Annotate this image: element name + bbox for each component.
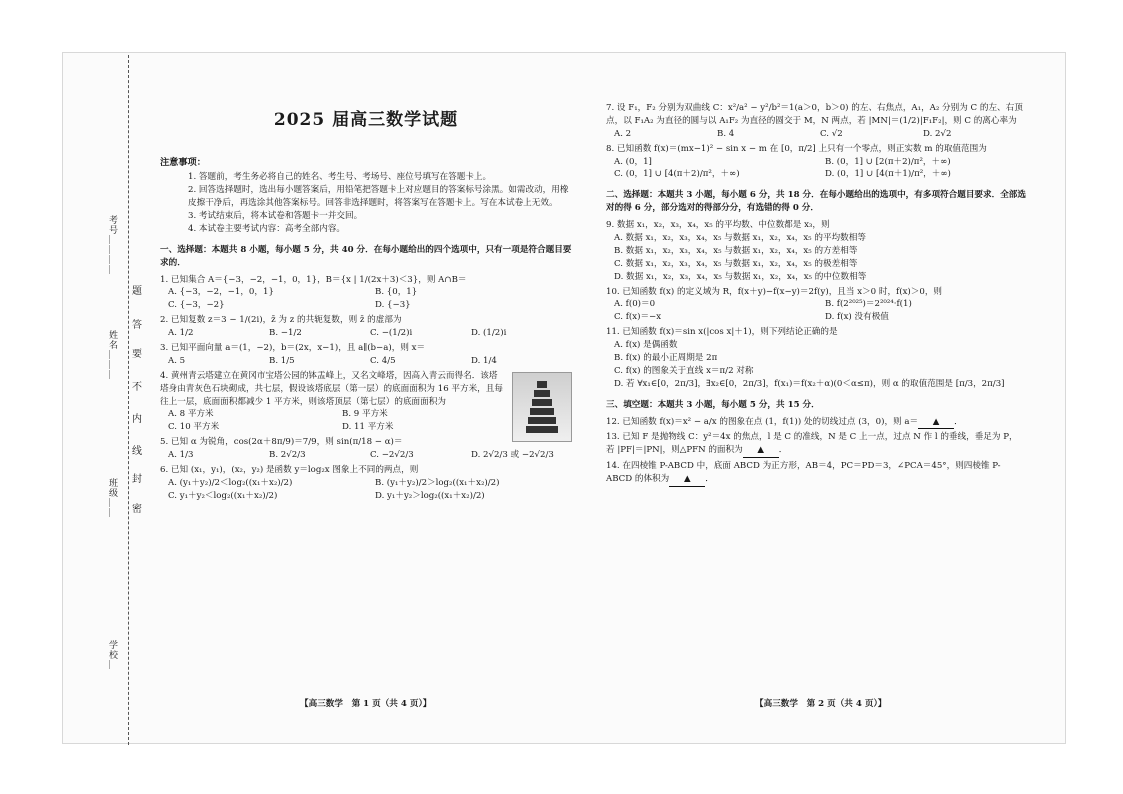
option: C. −2√2/3 bbox=[370, 450, 414, 461]
question-10 bbox=[606, 286, 1026, 325]
option: D. 2√2 bbox=[923, 128, 952, 139]
question-2 bbox=[160, 314, 572, 340]
seal-char: 要 bbox=[132, 349, 142, 360]
exam-title: 2025 届高三数学试题 bbox=[273, 110, 459, 130]
seal-char: 封 bbox=[132, 474, 142, 485]
option: A. 数据 x₁，x₂，x₃，x₄，x₅ 与数据 x₁，x₂，x₄，x₅ 的平均数相等 bbox=[614, 233, 866, 244]
answer-blank: ▲ bbox=[918, 416, 954, 430]
question-stem: 14. 在四棱锥 P-ABCD 中，底面 ABCD 为正方形，AB＝4，PC＝PD＝3，∠PCA＝45°，则四棱锥 P-ABCD 的体积为 bbox=[606, 461, 1001, 485]
question-12 bbox=[606, 416, 1026, 430]
question-stem: 1. 已知集合 A＝{−3，−2，−1，0，1}，B＝{x | 1/(2x＋3)＜3}，则 A∩B＝ bbox=[160, 274, 467, 285]
option: C. (0，1] ∪ [4(π＋2)/π²，＋∞) bbox=[614, 169, 740, 180]
page-2 bbox=[606, 100, 1026, 489]
question-stem: 13. 已知 F 是抛物线 C：y²＝4x 的焦点，l 是 C 的准线，N 是 C 上一点，过点 N 作 l 的垂线，垂足为 P，若 |PF|＝|PN|，则△PFN 的面积为 bbox=[606, 432, 1018, 456]
option: D. 11 平方米 bbox=[342, 422, 394, 433]
page-footer-1: 【高三数学 第 1 页（共 4 页）】 bbox=[300, 699, 432, 709]
option: C. f(x) 的图象关于直线 x＝π/2 对称 bbox=[614, 365, 754, 376]
question-stem: 12. 已知函数 f(x)＝x² − a/x 的图象在点 (1，f(1)) 处的切线过点 (3，0)，则 a＝ bbox=[606, 416, 919, 427]
option: D. 数据 x₁，x₂，x₃，x₄，x₅ 与数据 x₁，x₂，x₄，x₅ 的中位数相等 bbox=[614, 271, 867, 282]
option: A. (y₁＋y₂)/2＜log₂((x₁＋x₂)/2) bbox=[168, 477, 293, 488]
question-stem: 6. 已知 (x₁，y₁)，(x₂，y₂) 是函数 y＝log₂x 图象上不同的两点，则 bbox=[160, 465, 419, 475]
question-tail: ． bbox=[954, 416, 963, 427]
option: B. (y₁＋y₂)/2＞log₂((x₁＋x₂)/2) bbox=[375, 477, 500, 488]
option: A. 1/3 bbox=[168, 450, 194, 461]
section-heading: 三、填空题：本题共 3 小题，每小题 5 分，共 15 分． bbox=[606, 399, 820, 410]
note-item: 3. 考试结束后，将本试卷和答题卡一并交回。 bbox=[188, 210, 363, 221]
question-stem: 8. 已知函数 f(x)＝(mx−1)² − sin x − m 在 [0，π/2] 上只有一个零点，则正实数 m 的取值范围为 bbox=[606, 143, 987, 154]
seal-line bbox=[128, 55, 129, 745]
option: B. 数据 x₁，x₂，x₃，x₄，x₅ 与数据 x₁，x₂，x₄，x₅ 的方差相等 bbox=[614, 245, 858, 256]
option: C. 4/5 bbox=[370, 355, 396, 366]
option: B. 1/5 bbox=[269, 355, 295, 366]
question-tail: ． bbox=[778, 445, 788, 456]
section-heading: 一、选择题：本题共 8 小题，每小题 5 分，共 40 分．在每小题给出的四个选项中，只有一项是符合题目要求的． bbox=[160, 244, 572, 268]
seal-char: 内 bbox=[132, 414, 142, 425]
seal-char: 答 bbox=[132, 320, 142, 331]
note-item: 1. 答题前，考生务必将自己的姓名、考生号、考场号、座位号填写在答题卡上。 bbox=[188, 172, 492, 183]
option: D. f(x) 没有极值 bbox=[825, 312, 889, 323]
question-6 bbox=[160, 464, 572, 503]
answer-blank: ▲ bbox=[669, 473, 705, 487]
pagoda-photo bbox=[512, 372, 572, 442]
question-8 bbox=[606, 143, 1026, 182]
option: C. {−3，−2} bbox=[168, 300, 225, 311]
option: B. 9 平方米 bbox=[342, 409, 388, 420]
question-stem: 4. 黄州青云塔建立在黄冈市宝塔公园的钵盂峰上，又名文峰塔，因高入青云而得名．该塔塔身由青灰色石块砌成，共七层，假设该塔底层（第一层）的底面面积为 16 平方米，且每往上一层，底面面积都减少 1 平方米，则该塔顶层（第七层）的底面面积为 bbox=[160, 370, 503, 407]
page-1 bbox=[160, 100, 572, 505]
option: C. √2 bbox=[820, 128, 843, 139]
field-school: 学校＿ bbox=[107, 640, 117, 670]
field-exam-number: 考号＿＿＿＿ bbox=[107, 215, 117, 275]
option: D. (0，1] ∪ [4(π＋1)/π²，＋∞) bbox=[825, 169, 951, 180]
field-name: 姓名＿＿＿ bbox=[107, 330, 117, 380]
notes-title: 注意事项： bbox=[160, 156, 206, 168]
seal-char: 不 bbox=[132, 382, 142, 393]
option: D. 若 ∀x₁∈[0，2π/3]，∃x₂∈[0，2π/3]，f(x₁)＝f(x₂＋α)(0＜α≤π)，则 α 的取值范围是 [π/3，2π/3] bbox=[614, 378, 1005, 389]
question-stem: 11. 已知函数 f(x)＝sin x(|cos x|＋1)，则下列结论正确的是 bbox=[606, 327, 838, 338]
option: D. 2√2/3 或 −2√2/3 bbox=[471, 450, 554, 461]
answer-blank: ▲ bbox=[743, 444, 779, 458]
note-item: 2. 回答选择题时，选出每小题答案后，用铅笔把答题卡上对应题目的答案标号涂黑。如需改动，用橡皮擦干净后，再选涂其他答案标号。回答非选择题时，将答案写在答题卡上。写在本试卷上无效。 bbox=[188, 185, 569, 209]
option: C. 10 平方米 bbox=[168, 422, 220, 433]
option: C. 数据 x₁，x₂，x₃，x₄，x₅ 与数据 x₁，x₂，x₄，x₅ 的极差相等 bbox=[614, 258, 858, 269]
question-7 bbox=[606, 102, 1026, 141]
option: A. f(0)＝0 bbox=[614, 299, 656, 310]
question-14 bbox=[606, 460, 1026, 487]
seal-char: 密 bbox=[132, 504, 142, 515]
note-item: 4. 本试卷主要考试内容：高考全部内容。 bbox=[188, 223, 346, 234]
option: C. −(1/2)i bbox=[370, 328, 413, 339]
option: A. f(x) 是偶函数 bbox=[614, 340, 678, 351]
page-footer-2: 【高三数学 第 2 页（共 4 页）】 bbox=[755, 699, 887, 709]
question-stem: 5. 已知 α 为锐角，cos(2α＋8π/9)＝7/9，则 sin(π/18 − α)＝ bbox=[160, 437, 403, 448]
section-heading: 二、选择题：本题共 3 小题，每小题 6 分，共 18 分．在每小题给出的选项中，有多项符合题目要求．全部选对的得 6 分，部分选对的得部分分，有选错的得 0 分． bbox=[606, 190, 1026, 214]
option: A. (0，1] bbox=[614, 156, 652, 167]
question-11 bbox=[606, 326, 1026, 390]
option: A. 5 bbox=[168, 355, 186, 366]
question-1 bbox=[160, 274, 572, 313]
option: C. f(x)＝−x bbox=[614, 312, 662, 323]
question-stem: 9. 数据 x₁，x₂，x₃，x₄，x₅ 的平均数、中位数都是 x₃，则 bbox=[606, 220, 830, 231]
option: A. 8 平方米 bbox=[168, 409, 214, 420]
option: B. {0，1} bbox=[375, 287, 418, 298]
option: B. (0，1] ∪ [2(π＋2)/π²，＋∞) bbox=[825, 156, 951, 167]
seal-char: 题 bbox=[132, 286, 142, 297]
option: D. y₁＋y₂＞log₂((x₁＋x₂)/2) bbox=[375, 490, 485, 501]
question-3 bbox=[160, 342, 572, 368]
option: B. f(2²⁰²⁵)＝2²⁰²⁴·f(1) bbox=[825, 299, 912, 310]
question-stem: 2. 已知复数 z＝3 − 1/(2i)，z̄ 为 z 的共轭复数，则 z̄ 的虚部为 bbox=[160, 315, 402, 326]
option: C. y₁＋y₂＜log₂((x₁＋x₂)/2) bbox=[168, 490, 278, 501]
question-stem: 3. 已知平面向量 a＝(1，−2)，b＝(2x，x−1)，且 a∥(b−a)，则 x＝ bbox=[160, 342, 426, 353]
question-stem: 10. 已知函数 f(x) 的定义域为 R，f(x＋y)−f(x−y)＝2f(y)，且当 x＞0 时，f(x)＞0，则 bbox=[606, 286, 943, 297]
option: A. 1/2 bbox=[168, 328, 194, 339]
option: B. 4 bbox=[717, 128, 735, 139]
question-4 bbox=[160, 370, 572, 434]
option: D. 1/4 bbox=[471, 355, 497, 366]
option: B. f(x) 的最小正周期是 2π bbox=[614, 353, 718, 364]
question-9 bbox=[606, 219, 1026, 283]
option: A. 2 bbox=[614, 128, 632, 139]
seal-char: 线 bbox=[132, 446, 142, 457]
question-stem: 7. 设 F₁，F₂ 分别为双曲线 C：x²/a² − y²/b²＝1(a＞0，b＞0) 的左、右焦点，A₁，A₂ 分别为 C 的左、右顶点，以 F₁A₂ 为直径的圆与以 A₁F₂ 为直径的圆交于 M，N 两点，若 |MN|＝(1/2)|F₁F₂|，则 C 的离心率为 bbox=[606, 103, 1023, 126]
option: B. 2√2/3 bbox=[269, 450, 306, 461]
question-tail: ． bbox=[705, 474, 714, 485]
option: D. {−3} bbox=[375, 300, 411, 311]
question-5 bbox=[160, 436, 572, 462]
question-13 bbox=[606, 431, 1026, 458]
field-class: 班级＿＿ bbox=[107, 478, 117, 518]
option: A. {−3，−2，−1，0，1} bbox=[168, 287, 274, 298]
option: D. (1/2)i bbox=[471, 328, 507, 339]
option: B. −1/2 bbox=[269, 328, 302, 339]
